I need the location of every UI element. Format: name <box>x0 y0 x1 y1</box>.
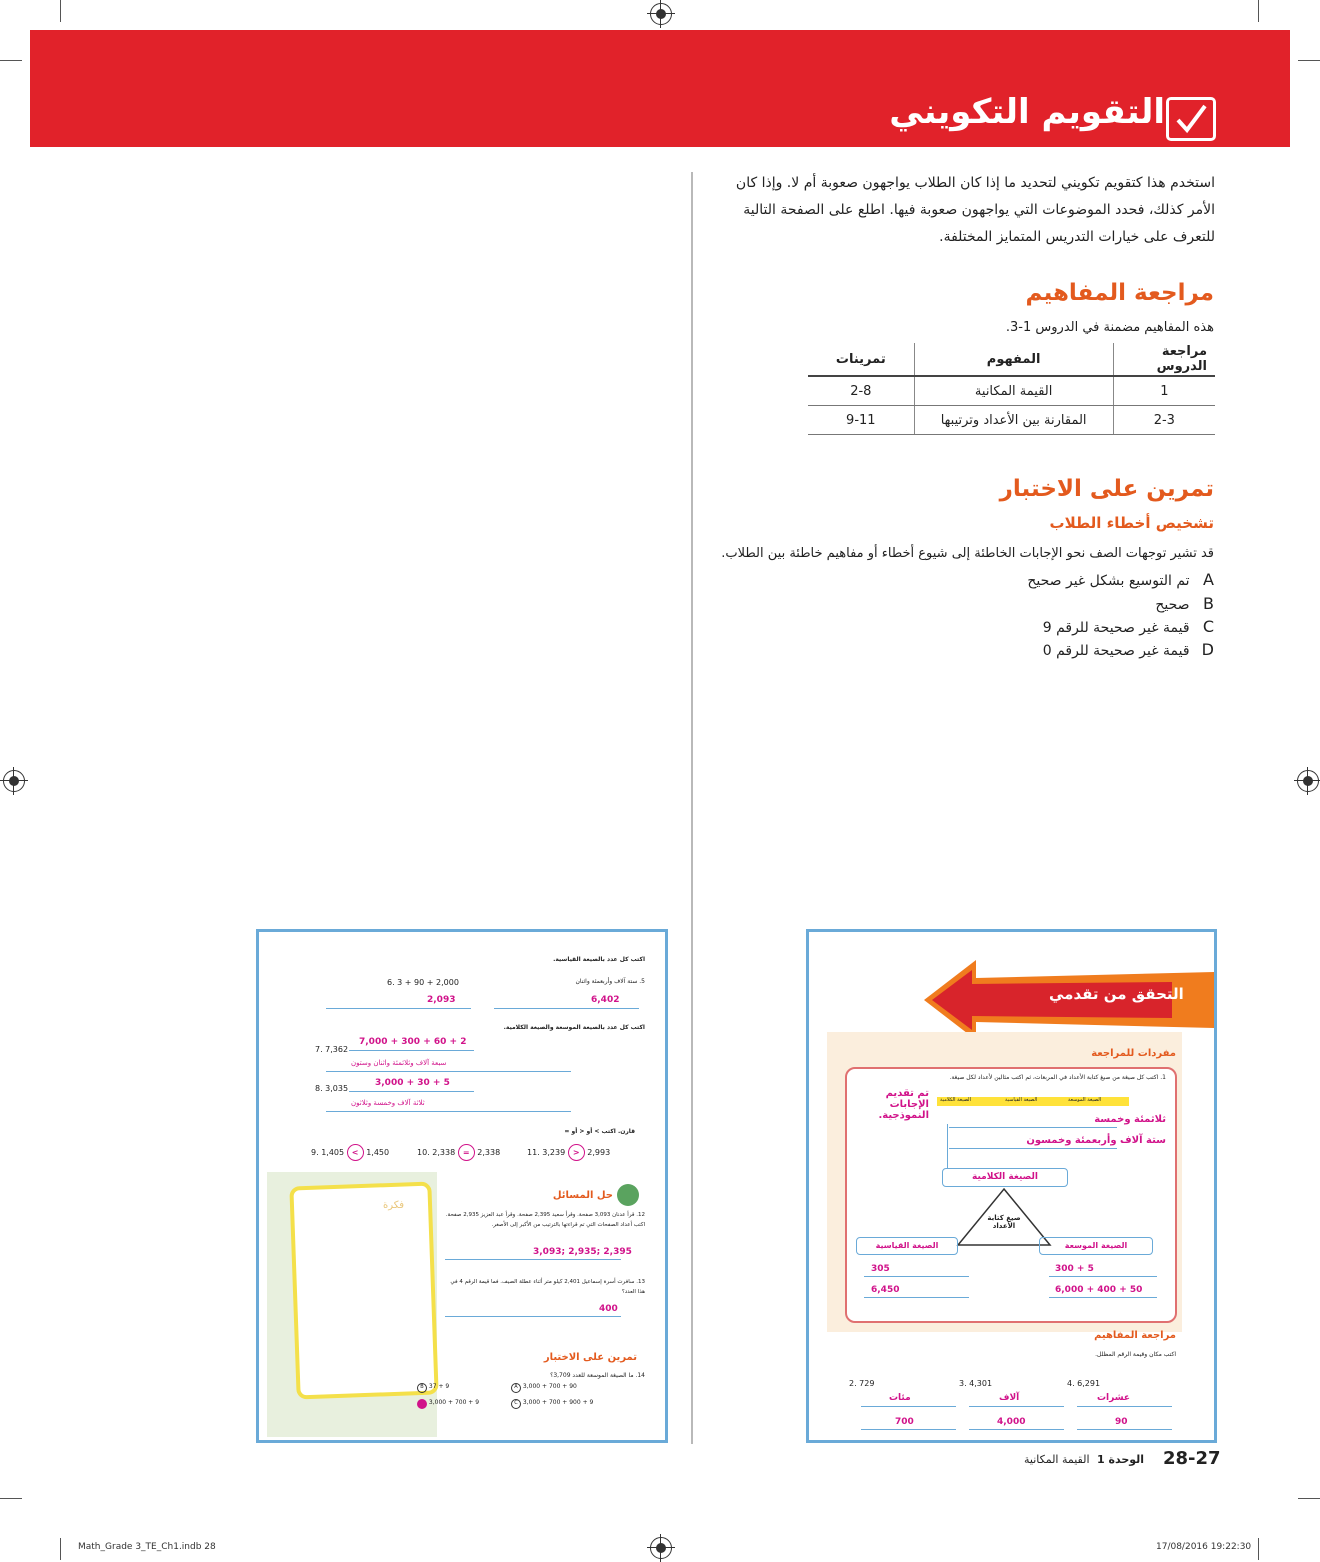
vocab-heading: مفردات للمراجعة <box>1091 1048 1176 1059</box>
answer-5: 6,402 <box>591 995 620 1005</box>
concepts-review-heading: مراجعة المفاهيم <box>1094 1330 1176 1341</box>
table-cell: القيمة المكانية <box>914 376 1113 406</box>
student-page-thumbnail-progress <box>806 929 1217 1443</box>
concepts-table <box>808 343 1215 435</box>
registration-mark-icon <box>650 3 672 25</box>
choice-d-selected: D 3,000 + 700 + 9 <box>417 1399 479 1409</box>
word-form-box: الصيغة الكلامية <box>942 1168 1068 1187</box>
page-range: 28-27 <box>1163 1448 1221 1469</box>
connector-line <box>947 1124 948 1169</box>
answer-7-words: سبعة آلاف وثلاثمئة واثنان وستون <box>351 1059 447 1067</box>
unit-title: القيمة المكانية <box>1024 1453 1090 1466</box>
item-value: 700 <box>895 1417 914 1427</box>
compare-item: 9. 1,405 < 1,450 <box>311 1144 389 1161</box>
answer-7-expanded: 7,000 + 300 + 60 + 2 <box>359 1037 467 1047</box>
option-c: C قيمة غير صحيحة للرقم 9 <box>1042 617 1214 636</box>
question-14: 14. ما الصيغة الموسعة للعدد 3,709؟ <box>550 1372 645 1379</box>
item-place: آلاف <box>999 1393 1020 1403</box>
answer-line <box>949 1127 1117 1128</box>
crop-mark <box>60 1538 61 1560</box>
concepts-review-question: اكتب مكان وقيمة الرقم المظلل. <box>1095 1351 1176 1358</box>
crop-mark <box>1258 0 1259 22</box>
concepts-note: هذه المفاهيم مضمنة في الدروس 1-3. <box>1005 320 1214 335</box>
option-a: A تم التوسيع بشكل غير صحيح <box>1027 570 1214 589</box>
answer-line <box>326 1008 471 1009</box>
file-name: Math_Grade 3_TE_Ch1.indb 28 <box>78 1542 216 1552</box>
print-date: 17/08/2016 19:22:30 <box>1156 1542 1252 1552</box>
expanded-answer: 300 + 5 <box>1055 1264 1094 1274</box>
answer-line <box>949 1148 1117 1149</box>
answer-line <box>861 1406 956 1407</box>
answer-word-1: ثلاثمئة وخمسة <box>1094 1114 1166 1125</box>
column-header: تمرينات <box>808 343 914 376</box>
table-row <box>808 376 1215 406</box>
answer-line <box>349 1091 474 1092</box>
column-header: مراجعة الدروس <box>1113 343 1215 376</box>
table-cell: 2-8 <box>808 376 914 406</box>
answer-word-2: ستة آلاف وأربعمئة وخمسون <box>1026 1135 1166 1146</box>
crop-mark <box>1258 1538 1259 1560</box>
test-practice-subheading: تشخيص أخطاء الطلاب <box>1049 514 1214 532</box>
compare-question: قارن. اكتب > أو < أو = <box>564 1128 635 1135</box>
answer-13: 400 <box>599 1304 618 1314</box>
answer-line <box>445 1316 621 1317</box>
number-forms-label: صيغ كتابة الأعداد <box>987 1214 1021 1230</box>
answer-line <box>969 1429 1064 1430</box>
registration-mark-icon <box>1297 770 1319 792</box>
vocab-question: 1. اكتب كل صيغة من صيغ كتابة الأعداد في المربعات، ثم اكتب مثالين لأعداد لكل صيغة. <box>949 1074 1166 1081</box>
table-cell: 9-11 <box>808 406 914 435</box>
answer-8-words: ثلاثة آلاف وخمسة وثلاثون <box>351 1099 425 1107</box>
choice-c: C 3,000 + 700 + 900 + 9 <box>511 1399 593 1409</box>
registration-mark-icon <box>650 1537 672 1559</box>
test-practice-note: قد تشير توجهات الصف نحو الإجابات الخاطئة إلى شيوع أخطاء أو مفاهيم خاطئة بين الطلاب. <box>721 546 1214 561</box>
option-b: B صحيح <box>1155 594 1214 613</box>
item-question: 4. 6,291 <box>1067 1379 1101 1388</box>
question-13: 13. سافرت أسرة إسماعيل 2,401 كيلو متر أثناء عطلة الصيف. فما قيمة الرقم 4 في هذا العدد؟ <box>450 1279 645 1295</box>
expanded-answer: 6,000 + 400 + 50 <box>1055 1285 1143 1295</box>
crop-mark <box>0 60 22 61</box>
answer-8-expanded: 3,000 + 30 + 5 <box>375 1078 450 1088</box>
word-bank-item: الصيغة القياسية <box>1005 1097 1038 1103</box>
table-row <box>808 406 1215 435</box>
table-cell: المقارنة بين الأعداد وترتيبها <box>914 406 1113 435</box>
globe-icon <box>617 1184 639 1206</box>
student-page-thumbnail-practice <box>256 929 668 1443</box>
column-header: المفهوم <box>914 343 1113 376</box>
choice-a: A 3,000 + 700 + 90 <box>511 1383 577 1393</box>
sticky-note-label: فكرة <box>383 1200 405 1211</box>
compare-item: 10. 2,338 = 2,338 <box>417 1144 500 1161</box>
expanded-form-question: اكتب كل عدد بالصيغة الموسعة والصيغة الكلامية. <box>503 1024 645 1031</box>
answer-12: 3,093; 2,935; 2,395 <box>533 1247 632 1257</box>
question-5: 5. ستة آلاف وأربعمئة واثنان <box>575 978 645 985</box>
crop-mark <box>1298 60 1320 61</box>
banner-title: التحقق من تقدمي <box>1049 985 1184 1003</box>
item-place: مئات <box>889 1393 911 1403</box>
item-place: عشرات <box>1097 1393 1131 1403</box>
answer-line <box>864 1297 969 1298</box>
checkmark-icon <box>1166 97 1216 141</box>
expanded-form-box: الصيغة الموسعة <box>1039 1237 1153 1255</box>
crop-mark <box>1298 1498 1320 1499</box>
standard-form-box: الصيغة القياسية <box>856 1237 958 1255</box>
intro-paragraph: استخدم هذا كتقويم تكويني لتحديد ما إذا كان الطلاب يواجهون صعوبة أم لا. وإذا كان الأمر كذلك، فحدد الموضوعات التي يواجهون صعوبة فيها. اطلع على الصفحة التالية للتعرف على خيارات التدريس المتمايز المختلفة. <box>735 175 1215 245</box>
crop-mark <box>60 0 61 22</box>
item-value: 90 <box>1115 1417 1128 1427</box>
answer-line <box>326 1111 571 1112</box>
model-answers-note: تم تقديم الإجابات النموذجية. <box>878 1088 929 1121</box>
item-value: 4,000 <box>997 1417 1026 1427</box>
compare-item: 11. 3,239 > 2,993 <box>527 1144 610 1161</box>
test-practice-thumb-heading: تمرين على الاختبار <box>543 1352 637 1363</box>
registration-mark-icon <box>3 770 25 792</box>
answer-line <box>1077 1406 1172 1407</box>
word-bank-item: الصيغة الموسعة <box>1068 1097 1102 1103</box>
answer-line <box>349 1050 474 1051</box>
answer-line <box>1077 1429 1172 1430</box>
word-bank-item: الصيغة الكلامية <box>940 1097 971 1103</box>
question-6: 6. 3 + 90 + 2,000 <box>387 978 459 987</box>
answer-line <box>861 1429 956 1430</box>
answer-line <box>1049 1276 1157 1277</box>
answer-line <box>494 1008 639 1009</box>
question-8: 8. 3,035 <box>315 1084 349 1093</box>
question-7: 7. 7,362 <box>315 1045 349 1054</box>
answer-6: 2,093 <box>427 995 456 1005</box>
item-question: 3. 4,301 <box>959 1379 993 1388</box>
answer-line <box>1049 1297 1157 1298</box>
unit-label: الوحدة 1 <box>1097 1453 1145 1466</box>
answer-line <box>326 1071 571 1072</box>
item-question: 2. 729 <box>849 1379 875 1388</box>
table-cell: 2-3 <box>1113 406 1215 435</box>
question-12: 12. قرأ عدنان 3,093 صفحة. وقرأ سعيد 2,395 صفحة. وقرأ عبد العزيز 2,935 صفحة. اكتب أعداد الصفحات التي تم قراءتها بالترتيب من الأكبر إلى الأصغر. <box>445 1212 645 1228</box>
standard-form-question: اكتب كل عدد بالصيغة القياسية. <box>553 956 645 963</box>
option-d: D قيمة غير صحيحة للرقم 0 <box>1042 640 1214 659</box>
concepts-heading: مراجعة المفاهيم <box>1025 280 1214 306</box>
page-title: التقويم التكويني <box>889 92 1165 132</box>
test-practice-heading: تمرين على الاختبار <box>999 476 1214 502</box>
table-cell: 1 <box>1113 376 1215 406</box>
answer-line <box>445 1259 621 1260</box>
problem-solving-heading: حل المسائل <box>552 1190 613 1201</box>
crop-mark <box>0 1498 22 1499</box>
answer-line <box>864 1276 969 1277</box>
choice-b: B 37 + 9 <box>417 1383 449 1393</box>
standard-answer: 305 <box>871 1264 890 1274</box>
column-divider <box>691 172 693 1444</box>
sticky-note <box>289 1182 438 1400</box>
standard-answer: 6,450 <box>871 1285 900 1295</box>
answer-line <box>969 1406 1064 1407</box>
